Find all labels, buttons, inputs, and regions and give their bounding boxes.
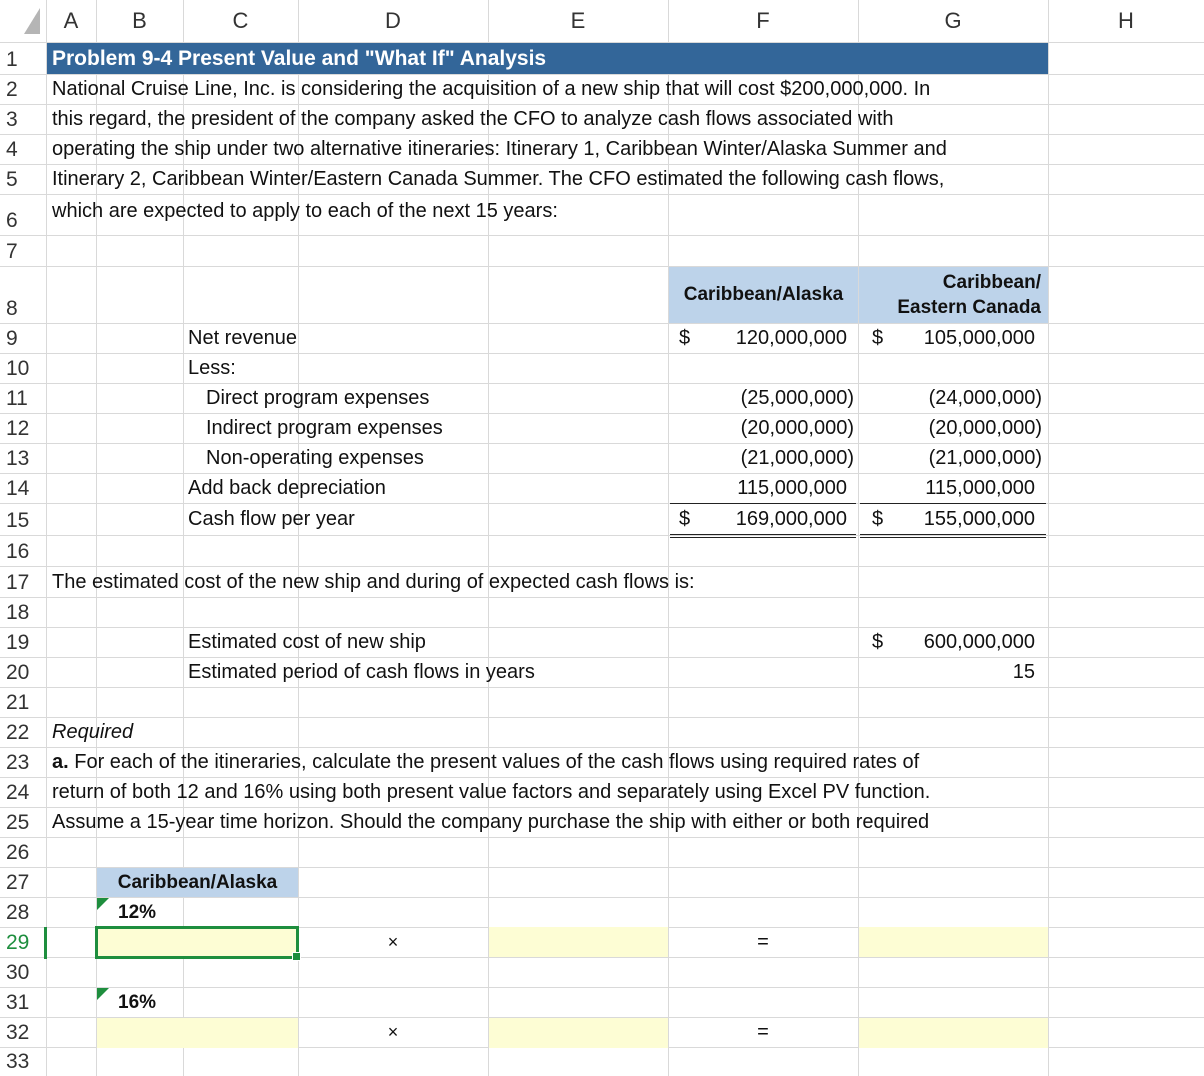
- estimated-period-value[interactable]: 15: [1012, 661, 1035, 683]
- row-header[interactable]: 23: [6, 751, 30, 774]
- non-operating-expenses-alaska[interactable]: (21,000,000): [740, 447, 854, 469]
- intro-line[interactable]: this regard, the president of the company asked the CFO to analyze cash flows associated with: [52, 108, 894, 130]
- row-header[interactable]: 20: [6, 661, 30, 684]
- part-label: a.: [52, 751, 69, 773]
- required-line-2[interactable]: return of both 12 and 16% using both present value factors and separately using Excel PV function.: [52, 781, 931, 803]
- row-header[interactable]: 8: [6, 297, 18, 320]
- column-header-caribbean-alaska[interactable]: Caribbean/Alaska: [683, 284, 844, 305]
- row-header[interactable]: 21: [6, 691, 30, 714]
- row-header[interactable]: 16: [6, 540, 30, 563]
- row-header[interactable]: 28: [6, 901, 30, 924]
- row-header[interactable]: 11: [6, 387, 28, 410]
- row-header-selected[interactable]: 29: [6, 931, 30, 954]
- dollar-sign: $: [679, 507, 691, 530]
- row-header[interactable]: 33: [6, 1050, 30, 1073]
- net-revenue-alaska[interactable]: 120,000,000: [735, 327, 847, 349]
- cost-intro[interactable]: The estimated cost of the new ship and during of expected cash flows is:: [52, 570, 695, 593]
- intro-line[interactable]: which are expected to apply to each of the next 15 years:: [52, 199, 558, 222]
- result-input-cell-2[interactable]: [859, 1018, 1048, 1048]
- cash-flow-canada[interactable]: 155,000,000: [923, 507, 1035, 530]
- select-all-corner[interactable]: [0, 0, 46, 42]
- intro-line[interactable]: operating the ship under two alternative itineraries: Itinerary 1, Caribbean Winter/Alaska Summer and: [52, 138, 947, 160]
- row-header[interactable]: 26: [6, 841, 30, 864]
- row-header[interactable]: 2: [6, 78, 18, 101]
- label-cash-flow-per-year[interactable]: Cash flow per year: [188, 507, 355, 530]
- intro-line[interactable]: Itinerary 2, Caribbean Winter/Eastern Canada Summer. The CFO estimated the following cash flows,: [52, 168, 945, 190]
- column-header-e[interactable]: E: [570, 8, 586, 33]
- row-header[interactable]: 1: [6, 48, 18, 71]
- label-indirect-expenses[interactable]: Indirect program expenses: [206, 417, 443, 439]
- label-direct-expenses[interactable]: Direct program expenses: [206, 387, 430, 409]
- column-header-a[interactable]: A: [63, 8, 79, 33]
- row-header[interactable]: 10: [6, 357, 30, 380]
- row-header[interactable]: 24: [6, 781, 30, 804]
- depreciation-alaska[interactable]: 115,000,000: [737, 477, 847, 499]
- row-header[interactable]: 9: [6, 327, 18, 350]
- row-header[interactable]: 25: [6, 811, 30, 834]
- intro-line[interactable]: National Cruise Line, Inc. is considering the acquisition of a new ship that will cost $200,000,000. In: [52, 78, 931, 100]
- column-header-c[interactable]: C: [232, 8, 249, 33]
- label-less[interactable]: Less:: [188, 357, 236, 379]
- column-header-b[interactable]: B: [132, 8, 147, 33]
- calc-header-caribbean-alaska[interactable]: Caribbean/Alaska: [117, 871, 278, 893]
- row-header[interactable]: 4: [6, 138, 18, 161]
- double-underline: [860, 537, 1046, 538]
- dollar-sign: $: [872, 631, 884, 653]
- indirect-expenses-alaska[interactable]: (20,000,000): [740, 417, 854, 439]
- required-line-3[interactable]: Assume a 15-year time horizon. Should the company purchase the ship with either or both required: [52, 811, 930, 833]
- row-header[interactable]: 30: [6, 961, 30, 984]
- non-operating-expenses-canada[interactable]: (21,000,000): [928, 447, 1042, 469]
- column-header-h[interactable]: H: [1118, 8, 1134, 33]
- equals-symbol: =: [757, 931, 769, 953]
- double-underline: [670, 537, 856, 538]
- cashflow-input-cell-2[interactable]: [97, 1018, 298, 1048]
- error-indicator-icon: [97, 898, 109, 910]
- indirect-expenses-canada[interactable]: (20,000,000): [928, 417, 1042, 439]
- dollar-sign: $: [679, 327, 691, 349]
- column-header-f[interactable]: F: [756, 8, 770, 33]
- times-symbol: ×: [387, 1022, 399, 1042]
- row-header[interactable]: 27: [6, 871, 30, 894]
- dollar-sign: $: [872, 507, 884, 530]
- row-header[interactable]: 22: [6, 721, 30, 744]
- row-header[interactable]: 12: [6, 417, 30, 440]
- column-header-g[interactable]: G: [944, 8, 962, 33]
- required-line-1[interactable]: [52, 748, 919, 777]
- direct-expenses-alaska[interactable]: (25,000,000): [740, 387, 854, 409]
- times-symbol: ×: [387, 932, 399, 952]
- double-underline: [860, 534, 1046, 535]
- column-header-d[interactable]: D: [385, 8, 401, 33]
- column-header-caribbean-canada-line2[interactable]: Eastern Canada: [897, 297, 1041, 318]
- row-header[interactable]: 18: [6, 601, 30, 624]
- row-header[interactable]: 13: [6, 447, 30, 470]
- result-input-cell[interactable]: [859, 927, 1048, 957]
- row-header[interactable]: 5: [6, 168, 18, 191]
- row-header[interactable]: 31: [6, 991, 30, 1014]
- equals-symbol: =: [757, 1021, 769, 1043]
- factor-input-cell-2[interactable]: [489, 1018, 668, 1048]
- factor-input-cell[interactable]: [489, 927, 668, 957]
- selected-input-cell[interactable]: [95, 926, 299, 959]
- row-header[interactable]: 14: [6, 477, 30, 500]
- rate-16-percent[interactable]: 16%: [118, 991, 157, 1013]
- double-underline: [670, 534, 856, 535]
- label-estimated-period[interactable]: Estimated period of cash flows in years: [188, 661, 535, 683]
- label-estimated-cost[interactable]: Estimated cost of new ship: [188, 631, 426, 653]
- cash-flow-alaska[interactable]: 169,000,000: [735, 507, 847, 530]
- dollar-sign: $: [872, 327, 884, 349]
- label-add-back-depreciation[interactable]: Add back depreciation: [188, 477, 386, 499]
- row-header[interactable]: 6: [6, 209, 18, 232]
- rate-12-percent[interactable]: 12%: [118, 901, 157, 923]
- row-header[interactable]: 19: [6, 631, 30, 654]
- row-header[interactable]: 15: [6, 509, 30, 532]
- page-title[interactable]: Problem 9-4 Present Value and "What If" Analysis: [52, 46, 547, 70]
- label-non-operating-expenses[interactable]: Non-operating expenses: [206, 447, 424, 469]
- row-header[interactable]: 17: [6, 571, 30, 594]
- column-header-caribbean-canada-line1[interactable]: Caribbean/: [942, 272, 1041, 293]
- direct-expenses-canada[interactable]: (24,000,000): [928, 387, 1042, 409]
- row-header[interactable]: 32: [6, 1021, 30, 1044]
- required-heading[interactable]: Required: [52, 721, 134, 743]
- row-header[interactable]: 3: [6, 108, 18, 131]
- net-revenue-canada[interactable]: 105,000,000: [923, 327, 1035, 349]
- estimated-cost-value[interactable]: 600,000,000: [923, 631, 1035, 653]
- depreciation-canada[interactable]: 115,000,000: [925, 477, 1035, 499]
- required-text: For each of the itineraries, calculate the present values of the cash flows using required rates of: [74, 751, 920, 773]
- label-net-revenue[interactable]: Net revenue: [188, 327, 297, 349]
- row-header[interactable]: 7: [6, 240, 18, 263]
- selected-row-indicator: [44, 927, 47, 959]
- error-indicator-icon: [97, 988, 109, 1000]
